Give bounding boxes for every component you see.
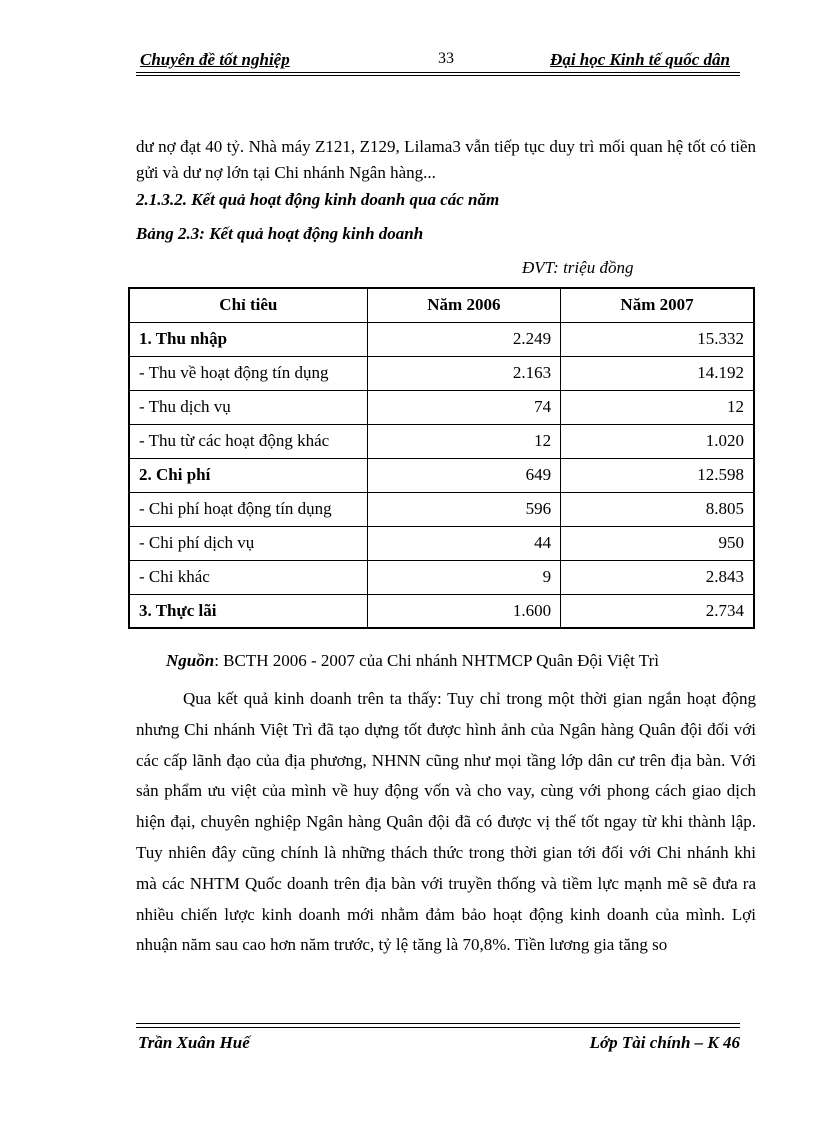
table-row — [129, 458, 754, 492]
cell-2006: 12 — [367, 424, 560, 458]
cell-2006: 596 — [367, 492, 560, 526]
row-label: - Thu về hoạt động tín dụng — [129, 356, 367, 390]
cell-2007: 12.598 — [561, 458, 754, 492]
body-paragraph-text: Qua kết quả kinh doanh trên ta thấy: Tuy chỉ trong một thời gian ngắn hoạt động nhưng Chi nhánh Việt Trì đã tạo dựng tốt được hình ảnh của Ngân hàng Quân đội đối với các cấp lãnh đạo của địa phương, NHNN cũng như mọi tầng lớp dân cư trên địa bàn. Với sản phẩm ưu việt của mình về huy động vốn và cho vay, cùng với phong cách giao dịch hiện đại, chuyên nghiệp Ngân hàng Quân đội đã có được vị thế tốt ngay từ khi thành lập. Tuy nhiên đây cũng chính là những thách thức trong thời gian tới đối với Chi nhánh khi mà các NHTM Quốc doanh trên địa bàn với truyền thống và tiềm lực mạnh mẽ sẽ đưa ra nhiều chiến lược kinh doanh mới nhằm đảm bảo hoạt động kinh doanh của mình. Lợi nhuận năm sau cao hơn năm trước, tỷ lệ tăng là 70,8%. Tiền lương gia tăng so — [136, 689, 756, 955]
cell-2007: 15.332 — [561, 322, 754, 356]
column-header-2007: Năm 2007 — [561, 288, 754, 322]
table-row — [129, 424, 754, 458]
footer-rule-top — [136, 1023, 740, 1024]
table-row — [129, 594, 754, 628]
cell-2006: 649 — [367, 458, 560, 492]
row-label: - Thu từ các hoạt động khác — [129, 424, 367, 458]
column-header-indicator: Chỉ tiêu — [129, 288, 367, 322]
row-label: 3. Thực lãi — [129, 594, 367, 628]
table-row — [129, 526, 754, 560]
row-label: - Chi phí dịch vụ — [129, 526, 367, 560]
cell-2007: 8.805 — [561, 492, 754, 526]
cell-2006: 9 — [367, 560, 560, 594]
row-label: - Chi phí hoạt động tín dụng — [129, 492, 367, 526]
source-text: : BCTH 2006 - 2007 của Chi nhánh NHTMCP Quân Đội Việt Trì — [214, 651, 659, 670]
header-left-title: Chuyên đề tốt nghiệp — [140, 50, 290, 69]
cell-2006: 2.249 — [367, 322, 560, 356]
table-row — [129, 560, 754, 594]
cell-2007: 1.020 — [561, 424, 754, 458]
table-caption: Bảng 2.3: Kết quả hoạt động kinh doanh — [136, 224, 424, 243]
row-label: - Thu dịch vụ — [129, 390, 367, 424]
row-label: 1. Thu nhập — [129, 322, 367, 356]
page-header — [136, 50, 740, 72]
footer-author: Trần Xuân Huế — [138, 1033, 250, 1052]
unit-note: ĐVT: triệu đồng — [522, 258, 634, 277]
table-row — [129, 492, 754, 526]
table-row — [129, 322, 754, 356]
table-row — [129, 390, 754, 424]
table-source-note — [166, 651, 659, 671]
cell-2007: 12 — [561, 390, 754, 424]
header-rule-bottom — [136, 75, 740, 76]
cell-2006: 44 — [367, 526, 560, 560]
cell-2007: 950 — [561, 526, 754, 560]
row-label: - Chi khác — [129, 560, 367, 594]
body-paragraph — [136, 684, 756, 961]
page-footer — [136, 1033, 740, 1055]
source-label: Nguồn — [166, 651, 215, 670]
cell-2006: 2.163 — [367, 356, 560, 390]
business-results-table — [128, 287, 755, 629]
header-rule-top — [136, 72, 740, 73]
footer-rule-bottom — [136, 1027, 740, 1028]
cell-2006: 1.600 — [367, 594, 560, 628]
table-row — [129, 356, 754, 390]
footer-class: Lớp Tài chính – K 46 — [589, 1033, 740, 1052]
cell-2007: 2.843 — [561, 560, 754, 594]
page-number: 33 — [438, 50, 454, 67]
section-heading: 2.1.3.2. Kết quả hoạt động kinh doanh qua các năm — [136, 190, 500, 209]
intro-paragraph: dư nợ đạt 40 tỷ. Nhà máy Z121, Z129, Lilama3 vẫn tiếp tục duy trì mối quan hệ tốt có tiền gửi và dư nợ lớn tại Chi nhánh Ngân hàng... — [136, 137, 756, 182]
table-header-row — [129, 288, 754, 322]
cell-2006: 74 — [367, 390, 560, 424]
cell-2007: 2.734 — [561, 594, 754, 628]
column-header-2006: Năm 2006 — [367, 288, 560, 322]
header-right-title: Đại học Kinh tế quốc dân — [550, 50, 730, 69]
cell-2007: 14.192 — [561, 356, 754, 390]
row-label: 2. Chi phí — [129, 458, 367, 492]
